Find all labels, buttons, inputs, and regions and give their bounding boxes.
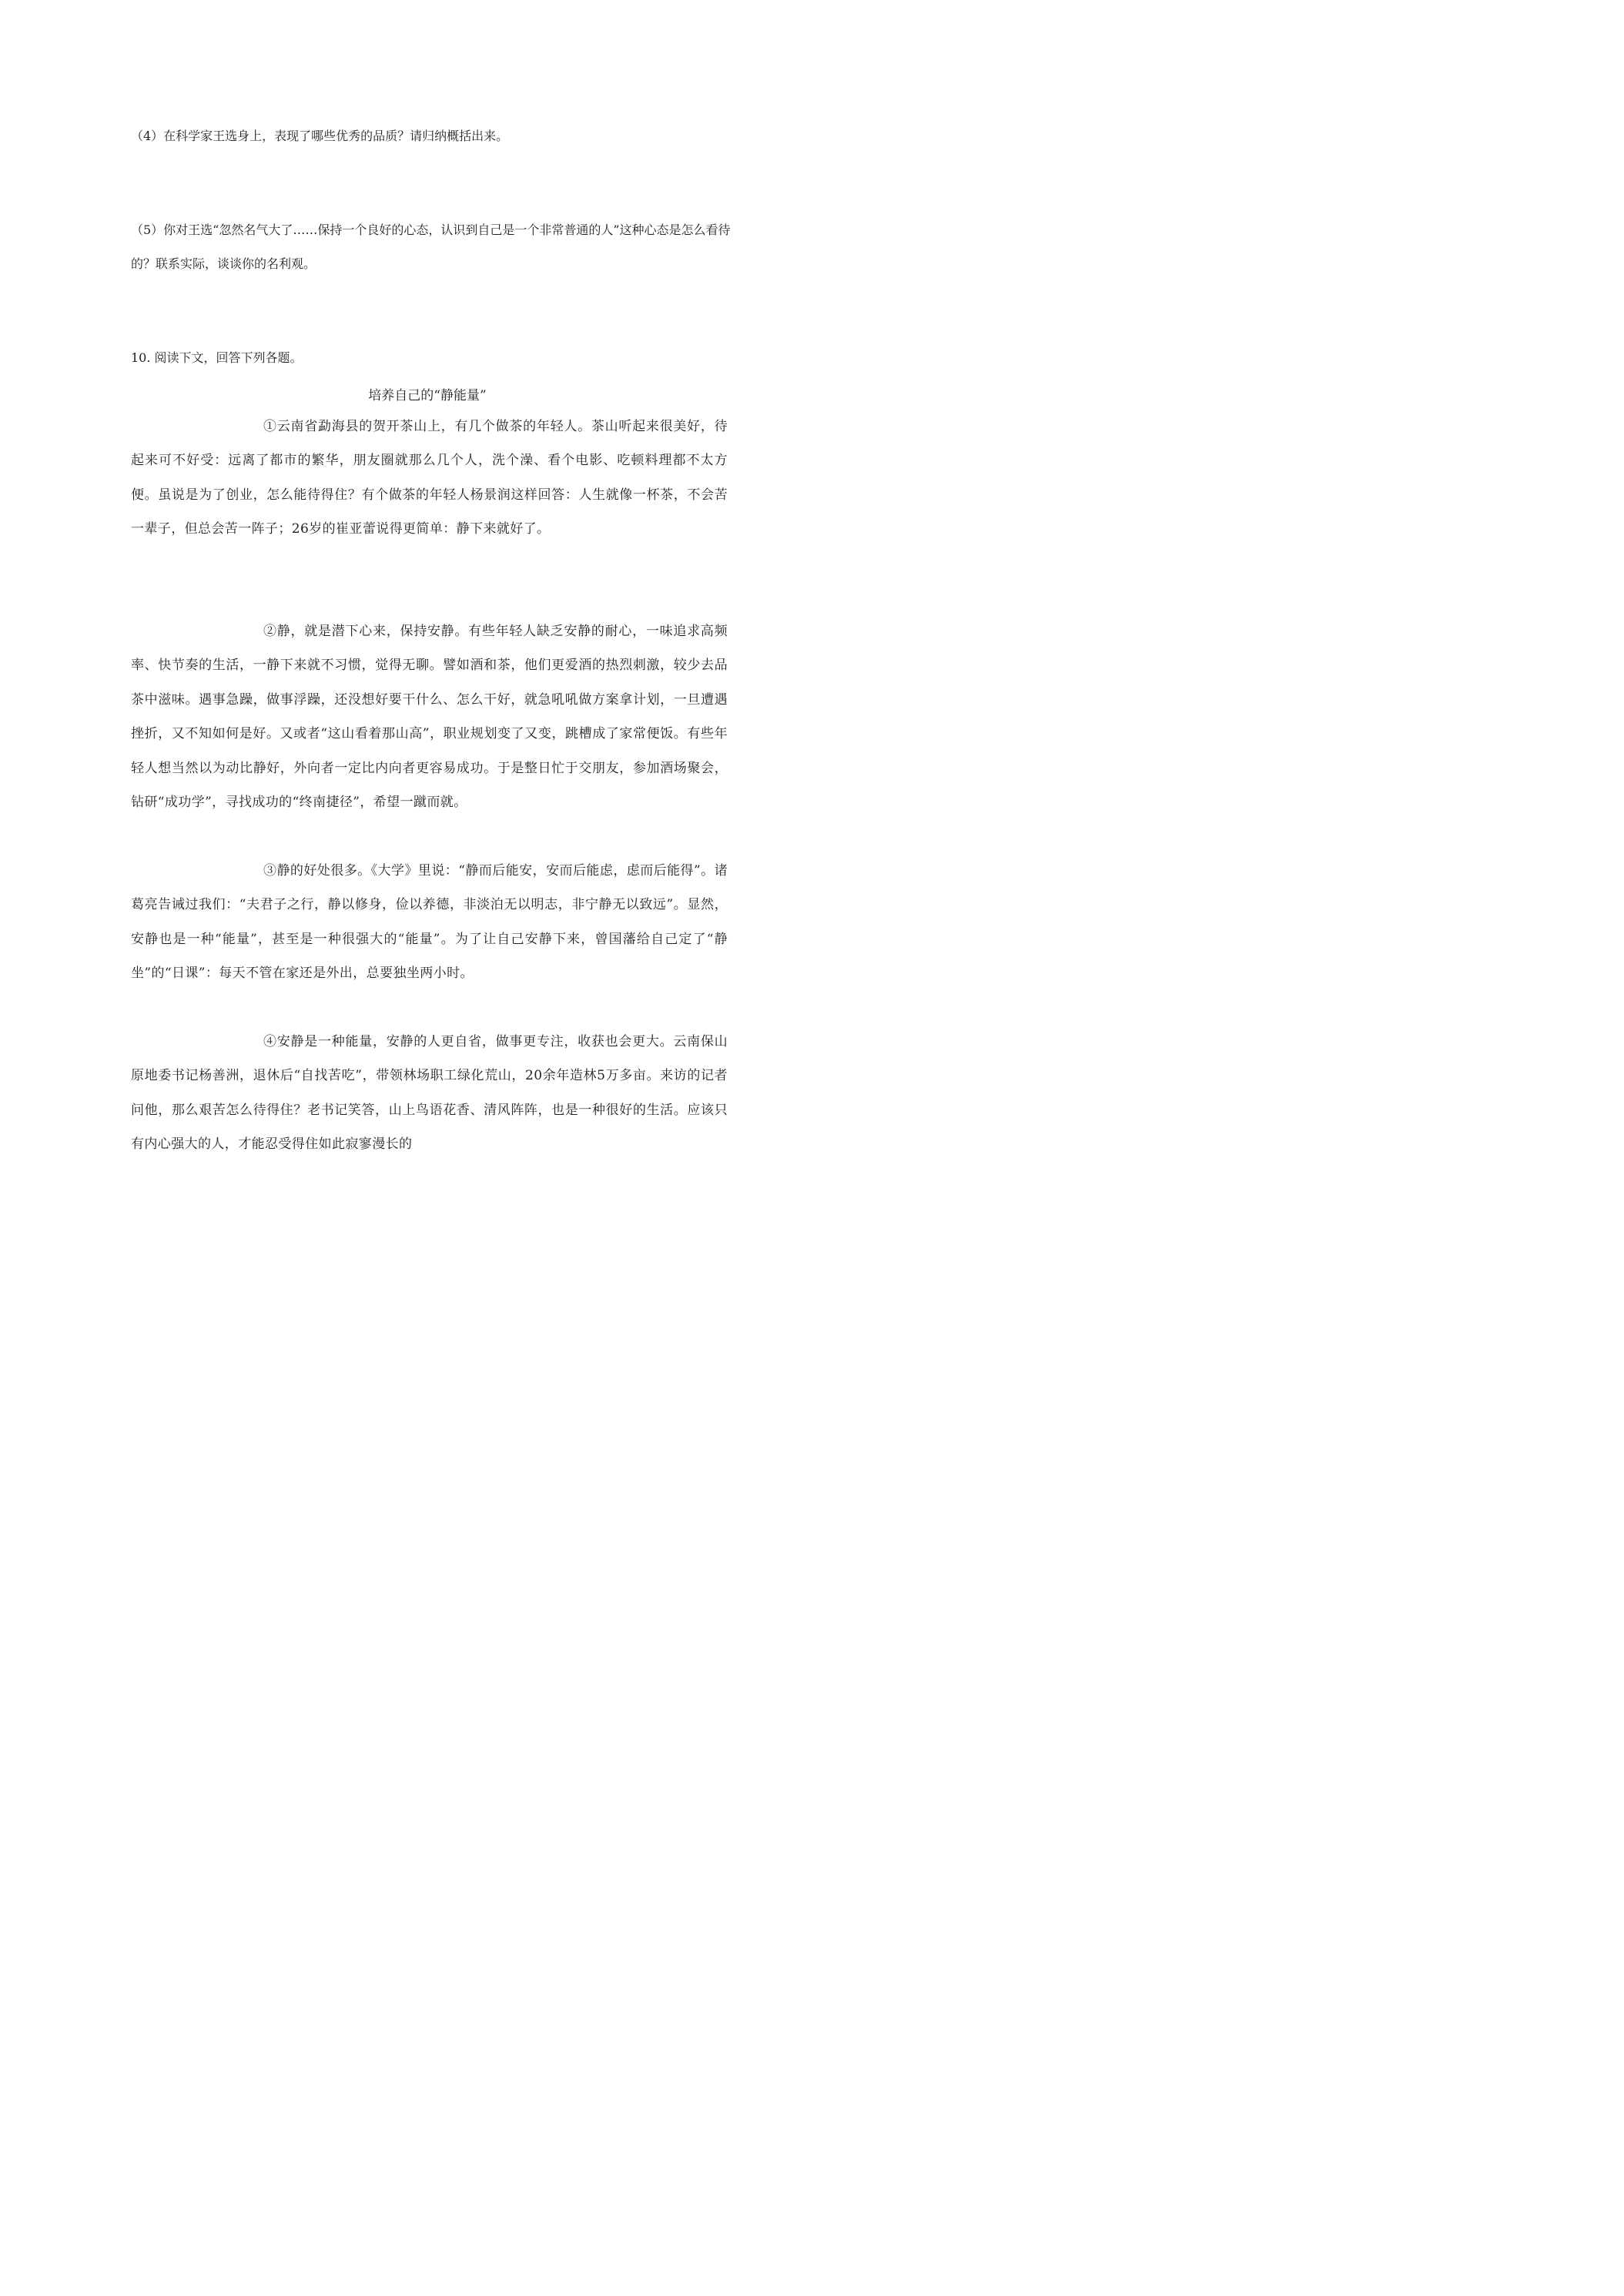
- article-paragraph-2: ②静，就是潜下心来，保持安静。有些年轻人缺乏安静的耐心，一味追求高频率、快节奏的生活，一静下来就不习惯，觉得无聊。譬如酒和茶，他们更爱酒的热烈刺激，较少去品茶中滋味。遇事急躁，做事浮躁，还没想好要干什么、怎么干好，就急吼吼做方案拿计划，一旦遭遇挫折，又不知如何是好。又或者“这山看着那山高”，职业规划变了又变，跳槽成了家常便饭。有些年轻人想当然以为动比静好，外向者一定比内向者更容易成功。于是整日忙于交朋友，参加酒场聚会，钻研“成功学”，寻找成功的“终南捷径”，希望一蹴而就。: [131, 624, 728, 811]
- article-paragraph-3: ③静的好处很多。《大学》里说：“静而后能安，安而后能虑，虑而后能得”。诸葛亮告诫过我们：“夫君子之行，静以修身，俭以养德，非淡泊无以明志，非宁静无以致远”。显然，安静也是一种“能量”，甚至是一种很强大的“能量”。为了让自己安静下来，曾国藩给自己定了“静坐”的“日课”：每天不管在家还是外出，总要独坐两小时。: [131, 863, 728, 982]
- question-5: （5）你对王选“忽然名气大了……保持一个良好的心态，认识到自己是一个非常普通的人”这种心态是怎么看待的？联系实际，谈谈你的名利观。: [131, 223, 731, 271]
- document-page: [0, 0, 855, 1209]
- article-paragraph-1: ①云南省勐海县的贺开茶山上，有几个做茶的年轻人。茶山听起来很美好，待起来可不好受：远离了都市的繁华，朋友圈就那么几个人，洗个澡、看个电影、吃顿料理都不太方便。虽说是为了创业，怎么能待得住？有个做茶的年轻人杨景润这样回答：人生就像一杯茶，不会苦一辈子，但总会苦一阵子；26岁的崔亚蕾说得更简单：静下来就好了。: [131, 419, 728, 537]
- question-4: （4）在科学家王选身上，表现了哪些优秀的品质？请归纳概括出来。: [131, 129, 509, 143]
- article-paragraph-4: ④安静是一种能量，安静的人更自省，做事更专注，收获也会更大。云南保山原地委书记杨善洲，退休后“自找苦吃”，带领林场职工绿化荒山，20余年造林5万多亩。来访的记者问他，那么艰苦怎么待得住？老书记笑答，山上鸟语花香、清风阵阵，也是一种很好的生活。应该只有内心强大的人，才能忍受得住如此寂寥漫长的: [131, 1034, 728, 1153]
- article-title: 培养自己的“静能量”: [368, 388, 487, 403]
- question-10-heading: 10. 阅读下文，回答下列各题。: [131, 350, 303, 365]
